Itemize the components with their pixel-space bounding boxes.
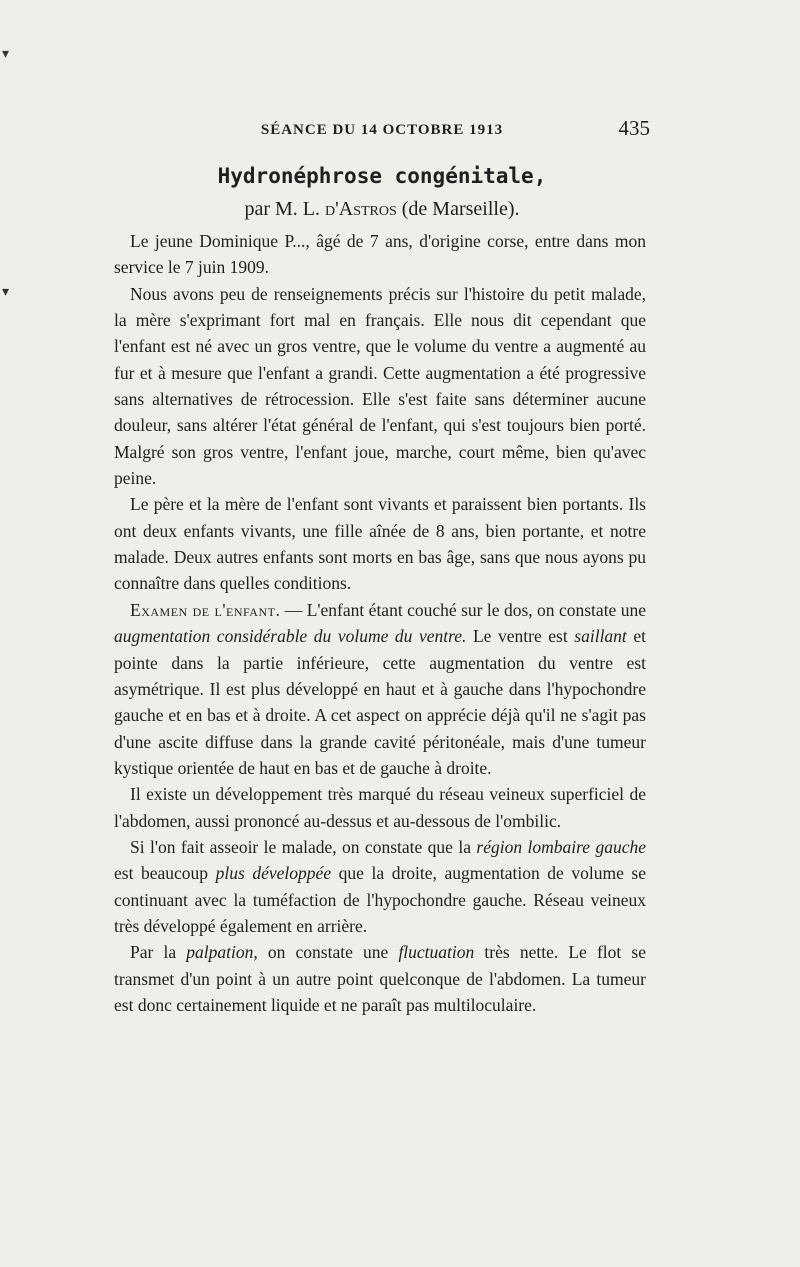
paragraph-5: Il existe un développement très marqué du réseau veineux superficiel de l'abdomen, aussi prononcé au-dessus et au-dessous de l'ombilic.	[114, 784, 646, 831]
page-number: 435	[618, 116, 650, 140]
italic-text: palpation,	[186, 942, 258, 963]
paragraph-2: Nous avons peu de renseignements précis sur l'histoire du petit malade, la mère s'exprimant fort mal en français. Elle nous dit cependant que l'enfant est né avec un gros ventre, que le volume du ventre a augmenté au fur et à mesure que l'enfant a grandi. Cette augmentation a été progressive sans alternatives de rétrocession. Elle s'est faite sans déterminer aucune douleur, sans altérer l'état général de l'enfant, qui s'est toujours bien porté. Malgré son gros ventre, l'enfant joue, marche, court même, bien qu'avec peine.	[114, 283, 646, 489]
article-body	[114, 228, 646, 1018]
paragraph-text: on constate une	[257, 942, 399, 963]
running-head: SÉANCE DU 14 OCTOBRE 1913	[260, 122, 504, 138]
byline-prefix: par M. L.	[244, 198, 326, 220]
paragraph-text: Le ventre est	[466, 626, 575, 647]
italic-text: région lombaire gauche	[476, 836, 646, 857]
page-header	[114, 116, 650, 144]
scan-mark-margin: ▾	[2, 285, 10, 300]
italic-text: augmentation considérable du volume du ventre.	[114, 626, 467, 647]
italic-text: fluctuation	[398, 942, 475, 963]
paragraph-text: est beaucoup	[114, 863, 216, 884]
paragraph-text: que la droite, augmentation de volume se continuant avec la tuméfaction de l'hypochondre gauche. Réseau veineux très développé également en arrière.	[114, 863, 647, 936]
section-heading: Examen de l'enfant.	[130, 599, 281, 620]
italic-text: saillant	[574, 626, 627, 647]
paragraph-text: très nette. Le flot se transmet d'un point à un autre point quelconque de l'abdomen. La tumeur est donc certainement liquide et ne paraît pas multiloculaire.	[114, 942, 646, 1015]
paragraph-text: Si l'on fait asseoir le malade, on constate que la	[130, 836, 477, 857]
paragraph-text: Par la	[130, 942, 187, 963]
scan-mark-top: ▾	[2, 47, 10, 62]
article-title: Hydronéphrose congénitale,	[217, 164, 547, 188]
paragraph-3: Le père et la mère de l'enfant sont vivants et paraissent bien portants. Ils ont deux enfants vivants, une fille aînée de 8 ans, bien portante, et notre malade. Deux autres enfants sont morts en bas âge, sans que nous ayons pu connaître dans quelles conditions.	[114, 494, 646, 594]
paragraph-6	[114, 834, 646, 939]
paragraph-text: — L'enfant étant couché sur le dos, on constate une	[280, 599, 647, 620]
paragraph-4	[114, 597, 646, 781]
author-byline	[114, 198, 650, 221]
italic-text: plus développée	[215, 863, 332, 884]
author-name: d'Astros	[325, 198, 397, 220]
paragraph-7	[114, 939, 646, 1018]
paragraph-1: Le jeune Dominique P..., âgé de 7 ans, d'origine corse, entre dans mon service le 7 juin 1909.	[114, 231, 646, 278]
paragraph-text: et pointe dans la partie inférieure, cette augmentation du ventre est asymétrique. Il est plus développé en haut et à gauche dans l'hypochondre gauche et en bas et à droite. A cet aspect on apprécie déjà qu'il ne s'agit pas d'une ascite diffuse dans la grande cavité péritonéale, mais d'une tumeur kystique orientée de haut en bas et de gauche à droite.	[114, 626, 646, 778]
byline-suffix: (de Marseille).	[396, 198, 520, 220]
